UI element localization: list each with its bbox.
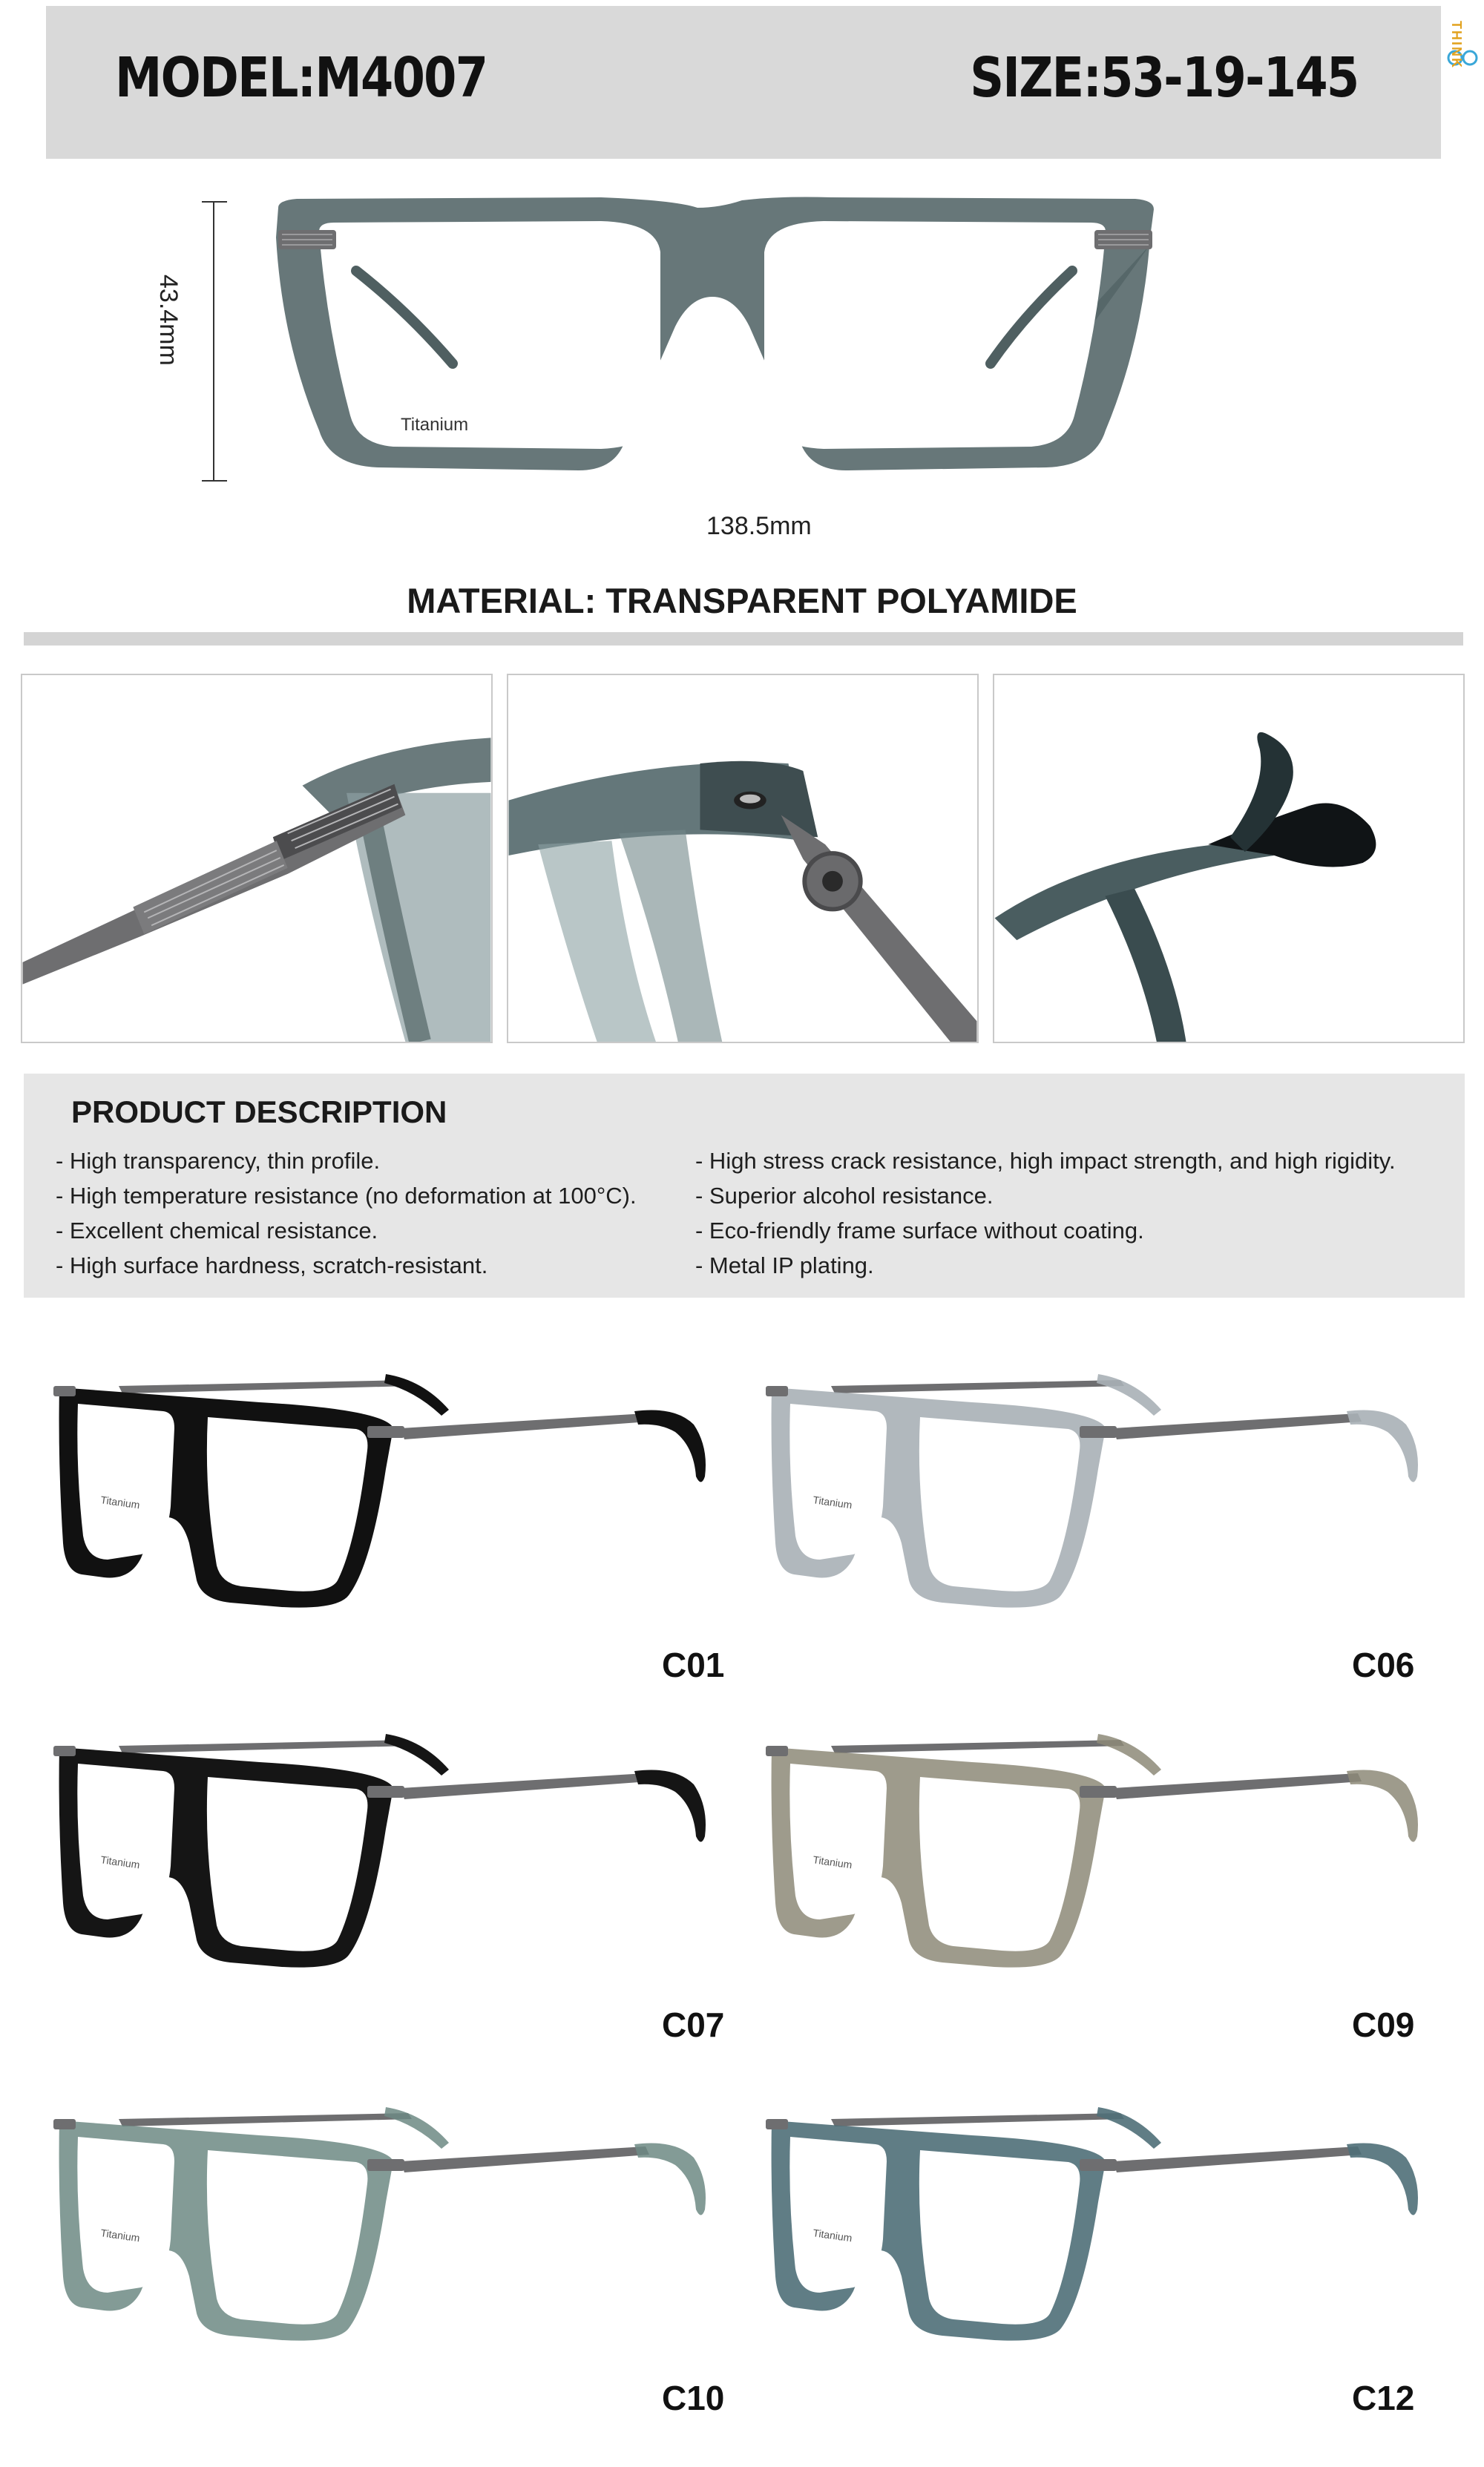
- variant-card: [37, 1718, 749, 2044]
- hinge-plate: [1080, 2159, 1117, 2171]
- variant-code: C12: [1352, 2379, 1415, 2417]
- far-temple: [831, 1740, 1124, 1753]
- hinge-plate: [53, 1386, 76, 1396]
- variant-card: [37, 2091, 749, 2417]
- variant-code: C10: [662, 2379, 725, 2417]
- far-temple-tip: [1097, 2107, 1161, 2149]
- variant-card: [37, 1358, 749, 1684]
- hinge-plate: [53, 2119, 76, 2129]
- right-lens: [207, 1417, 368, 1591]
- left-lens: [789, 2137, 887, 2293]
- lens-stamp: Titanium: [99, 1494, 141, 1511]
- model-number: MODEL:M4007: [115, 46, 487, 110]
- variant-code: C01: [662, 1646, 725, 1684]
- far-temple: [831, 2113, 1124, 2126]
- list-item: - Eco-friendly frame surface without coating.: [695, 1218, 1144, 1244]
- list-item: - Superior alcohol resistance.: [695, 1183, 994, 1209]
- right-lens: [207, 1777, 368, 1951]
- hinge-plate: [367, 2159, 404, 2171]
- left-lens: [77, 2137, 174, 2293]
- far-temple: [119, 1380, 412, 1393]
- brand-name: THINK: [1449, 21, 1464, 69]
- near-temple-tip: [1347, 1410, 1418, 1482]
- variant-card: [749, 1358, 1462, 1684]
- near-temple: [1113, 1413, 1362, 1439]
- variant-code: C07: [662, 2006, 725, 2044]
- lens-stamp: Titanium: [812, 1494, 853, 1511]
- near-temple-tip: [1347, 2143, 1418, 2215]
- variant-card: [749, 1718, 1462, 2044]
- product-description-panel: [24, 1074, 1465, 1298]
- hinge-plate: [766, 2119, 788, 2129]
- near-temple-tip: [634, 1410, 706, 1482]
- variant-code: C06: [1352, 1646, 1415, 1684]
- hinge-plate: [367, 1786, 404, 1798]
- far-temple-tip: [1097, 1374, 1161, 1416]
- lens-stamp: Titanium: [812, 1853, 853, 1871]
- list-item: - High stress crack resistance, high impact strength, and high rigidity.: [695, 1148, 1396, 1174]
- lens-stamp: Titanium: [812, 2227, 853, 2244]
- description-list-left: [56, 1143, 637, 1283]
- hinge-plate: [1080, 1426, 1117, 1438]
- near-temple: [401, 1773, 649, 1799]
- main-frame-illustration: [186, 185, 1239, 512]
- near-temple-tip: [634, 1770, 706, 1842]
- material-title: MATERIAL: TRANSPARENT POLYAMIDE: [407, 581, 1077, 620]
- far-temple-tip: [384, 1734, 449, 1775]
- right-lens: [207, 2150, 368, 2325]
- lens-height-label: 43.4mm: [154, 275, 183, 366]
- left-lens: [77, 1764, 174, 1919]
- list-item: - High surface hardness, scratch-resistant.: [56, 1252, 488, 1278]
- near-temple: [401, 2146, 649, 2172]
- near-temple-tip: [1347, 1770, 1418, 1842]
- list-item: - Excellent chemical resistance.: [56, 1218, 378, 1244]
- description-list-right: [695, 1143, 1396, 1283]
- left-lens: [789, 1404, 887, 1560]
- list-item: - Metal IP plating.: [695, 1252, 874, 1278]
- material-divider: [24, 632, 1463, 646]
- joint-detail-illustration: [508, 675, 977, 1042]
- variant-glasses-illustration: [37, 1718, 749, 2000]
- near-temple: [401, 1413, 649, 1439]
- detail-photo-joint: [507, 674, 979, 1043]
- variant-glasses-illustration: [37, 2091, 749, 2373]
- hinge-plate: [367, 1426, 404, 1438]
- left-lens: [77, 1404, 174, 1560]
- far-temple-tip: [384, 1374, 449, 1416]
- list-item: - High temperature resistance (no deformation at 100°C).: [56, 1183, 637, 1209]
- right-lens: [919, 1777, 1080, 1951]
- far-temple: [831, 1380, 1124, 1393]
- near-temple: [1113, 1773, 1362, 1799]
- variant-glasses-illustration: [749, 1718, 1462, 2000]
- lens-stamp: Titanium: [99, 1853, 141, 1871]
- far-temple-tip: [1097, 1734, 1161, 1775]
- variant-glasses-illustration: [749, 1358, 1462, 1640]
- variant-glasses-illustration: [749, 2091, 1462, 2373]
- variant-card: [749, 2091, 1462, 2417]
- list-item: - High transparency, thin profile.: [56, 1148, 381, 1174]
- hinge-plate: [766, 1746, 788, 1756]
- temple-tip-detail-illustration: [994, 675, 1463, 1042]
- hinge-plate: [1080, 1786, 1117, 1798]
- hinge-plate: [53, 1746, 76, 1756]
- hinge-plate: [766, 1386, 788, 1396]
- right-lens: [919, 2150, 1080, 2325]
- far-temple-tip: [384, 2107, 449, 2149]
- near-temple: [1113, 2146, 1362, 2172]
- frame-size: SIZE:53-19-145: [969, 46, 1358, 110]
- near-temple-tip: [634, 2143, 706, 2215]
- hinge-detail-illustration: [22, 675, 491, 1042]
- temple-stamp: Titanium: [401, 415, 469, 435]
- detail-photo-temple-tip: [993, 674, 1465, 1043]
- description-title: PRODUCT DESCRIPTION: [71, 1094, 447, 1129]
- variant-code: C09: [1352, 2006, 1415, 2044]
- far-temple: [119, 1740, 412, 1753]
- far-temple: [119, 2113, 412, 2126]
- detail-photo-hinge: [21, 674, 493, 1043]
- left-lens: [789, 1764, 887, 1919]
- lens-stamp: Titanium: [99, 2227, 141, 2244]
- right-lens: [919, 1417, 1080, 1591]
- variant-glasses-illustration: [37, 1358, 749, 1640]
- frame-width-label: 138.5mm: [700, 512, 818, 541]
